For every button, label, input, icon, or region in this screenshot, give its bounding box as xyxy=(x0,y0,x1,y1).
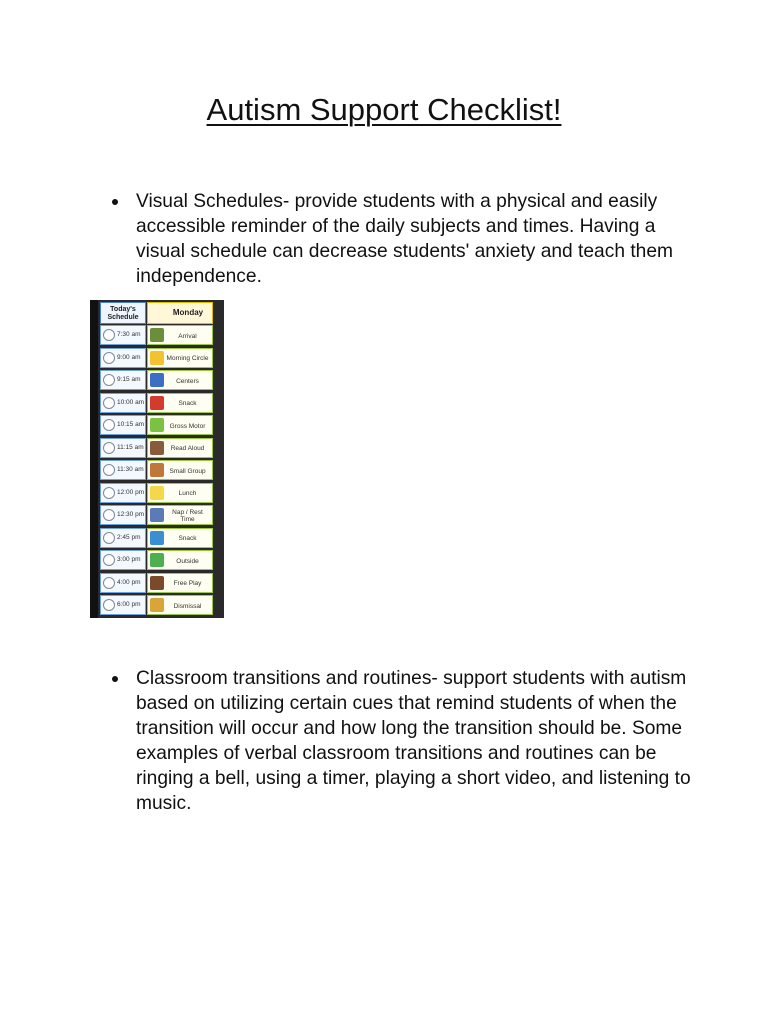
bullet-text: Classroom transitions and routines- support students with autism based on utilizing certain cues that remind students of when the transition will occur and how long the transition should be. Some examples of verbal classroom transitions and routines can be ringing a bell, using a timer, playing a short video, and listening to music. xyxy=(136,668,691,814)
activity-label: Gross Motor xyxy=(169,422,206,430)
activity-icon xyxy=(150,441,164,455)
time-label: 7:30 am xyxy=(117,331,141,338)
clock-icon xyxy=(103,577,115,589)
time-label: 12:30 pm xyxy=(117,511,145,518)
activity-icon xyxy=(150,373,164,387)
schedule-row xyxy=(100,370,213,390)
clock-icon xyxy=(103,509,115,521)
activity-icon xyxy=(150,576,164,590)
time-card xyxy=(100,460,146,480)
activity-label: Dismissal xyxy=(173,602,202,610)
activity-card xyxy=(147,528,213,548)
schedule-row xyxy=(100,550,213,570)
schedule-row xyxy=(100,483,213,503)
clock-icon xyxy=(103,329,115,341)
activity-icon xyxy=(150,396,164,410)
activity-icon xyxy=(150,328,164,342)
time-card xyxy=(100,415,146,435)
image-border xyxy=(90,300,98,618)
activity-label: Outside xyxy=(176,557,199,565)
visual-schedule-image xyxy=(90,300,224,618)
schedule-row xyxy=(100,438,213,458)
activity-label: Arrival xyxy=(178,332,197,340)
clock-icon xyxy=(103,554,115,566)
schedule-row xyxy=(100,325,213,345)
clock-icon xyxy=(103,397,115,409)
clock-icon xyxy=(103,352,115,364)
activity-card xyxy=(147,415,213,435)
bullet-dot xyxy=(112,199,118,205)
schedule-day-header xyxy=(147,302,213,324)
activity-icon xyxy=(150,351,164,365)
time-card xyxy=(100,348,146,368)
activity-icon xyxy=(150,486,164,500)
time-label: 6:00 pm xyxy=(117,601,141,608)
schedule-row xyxy=(100,393,213,413)
activity-card xyxy=(147,550,213,570)
activity-label: Snack xyxy=(178,400,197,407)
time-label: 9:00 am xyxy=(117,353,141,361)
time-label: 11:15 am xyxy=(117,443,144,451)
schedule-row xyxy=(100,573,213,593)
activity-icon xyxy=(150,418,164,432)
schedule-row xyxy=(100,505,213,525)
activity-label: Morning Circle xyxy=(166,355,209,362)
time-label: 3:00 pm xyxy=(117,556,141,563)
bullet-dot xyxy=(112,676,118,682)
activity-card xyxy=(147,393,213,413)
clock-icon xyxy=(103,419,115,431)
activity-card xyxy=(147,595,213,615)
time-card xyxy=(100,595,146,615)
activity-label: Small Group xyxy=(169,467,206,475)
activity-label: Snack xyxy=(178,535,197,542)
time-card xyxy=(100,573,146,593)
activity-card xyxy=(147,325,213,345)
bullet-text: Visual Schedules- provide students with a physical and easily accessible reminder of the daily subjects and times. Having a visual schedule can decrease students' anxiety and teach them independence. xyxy=(136,191,673,287)
activity-label: Nap / Rest Time xyxy=(172,509,203,523)
schedule-row xyxy=(100,460,213,480)
activity-icon xyxy=(150,463,164,477)
activity-icon xyxy=(150,598,164,612)
bullet-item-visual-schedules xyxy=(112,189,692,289)
schedule-row xyxy=(100,528,213,548)
time-label: 12:00 pm xyxy=(117,488,145,496)
page-title: Autism Support Checklist! xyxy=(206,92,562,127)
schedule-header-text: Today's Schedule xyxy=(107,306,139,321)
activity-card xyxy=(147,348,213,368)
clock-icon xyxy=(103,599,115,611)
clock-icon xyxy=(103,374,115,386)
activity-icon xyxy=(150,508,164,522)
activity-card xyxy=(147,505,213,525)
time-card xyxy=(100,505,146,525)
activity-label: Centers xyxy=(176,377,199,385)
schedule-header-label xyxy=(100,302,146,324)
bullet-item-transitions xyxy=(112,666,692,816)
time-card xyxy=(100,370,146,390)
clock-icon xyxy=(103,487,115,499)
clock-icon xyxy=(103,442,115,454)
activity-card xyxy=(147,370,213,390)
activity-icon xyxy=(150,531,164,545)
activity-card xyxy=(147,460,213,480)
time-card xyxy=(100,550,146,570)
time-label: 4:00 pm xyxy=(117,578,141,586)
time-card xyxy=(100,438,146,458)
clock-icon xyxy=(103,532,115,544)
time-label: 2:45 pm xyxy=(117,533,141,541)
schedule-day-text: Monday xyxy=(172,308,204,317)
schedule-row xyxy=(100,595,213,615)
time-card xyxy=(100,393,146,413)
activity-label: Lunch xyxy=(178,490,197,497)
activity-card xyxy=(147,483,213,503)
time-card xyxy=(100,325,146,345)
activity-icon xyxy=(150,553,164,567)
activity-label: Free Play xyxy=(173,580,202,587)
activity-card xyxy=(147,438,213,458)
time-card xyxy=(100,483,146,503)
schedule-row xyxy=(100,348,213,368)
activity-label: Read Aloud xyxy=(170,445,205,452)
time-label: 10:15 am xyxy=(117,421,145,428)
time-label: 11:30 am xyxy=(117,466,144,473)
time-label: 10:00 am xyxy=(117,398,145,406)
time-card xyxy=(100,528,146,548)
clock-icon xyxy=(103,464,115,476)
schedule-row xyxy=(100,415,213,435)
time-label: 9:15 am xyxy=(117,376,141,383)
activity-card xyxy=(147,573,213,593)
